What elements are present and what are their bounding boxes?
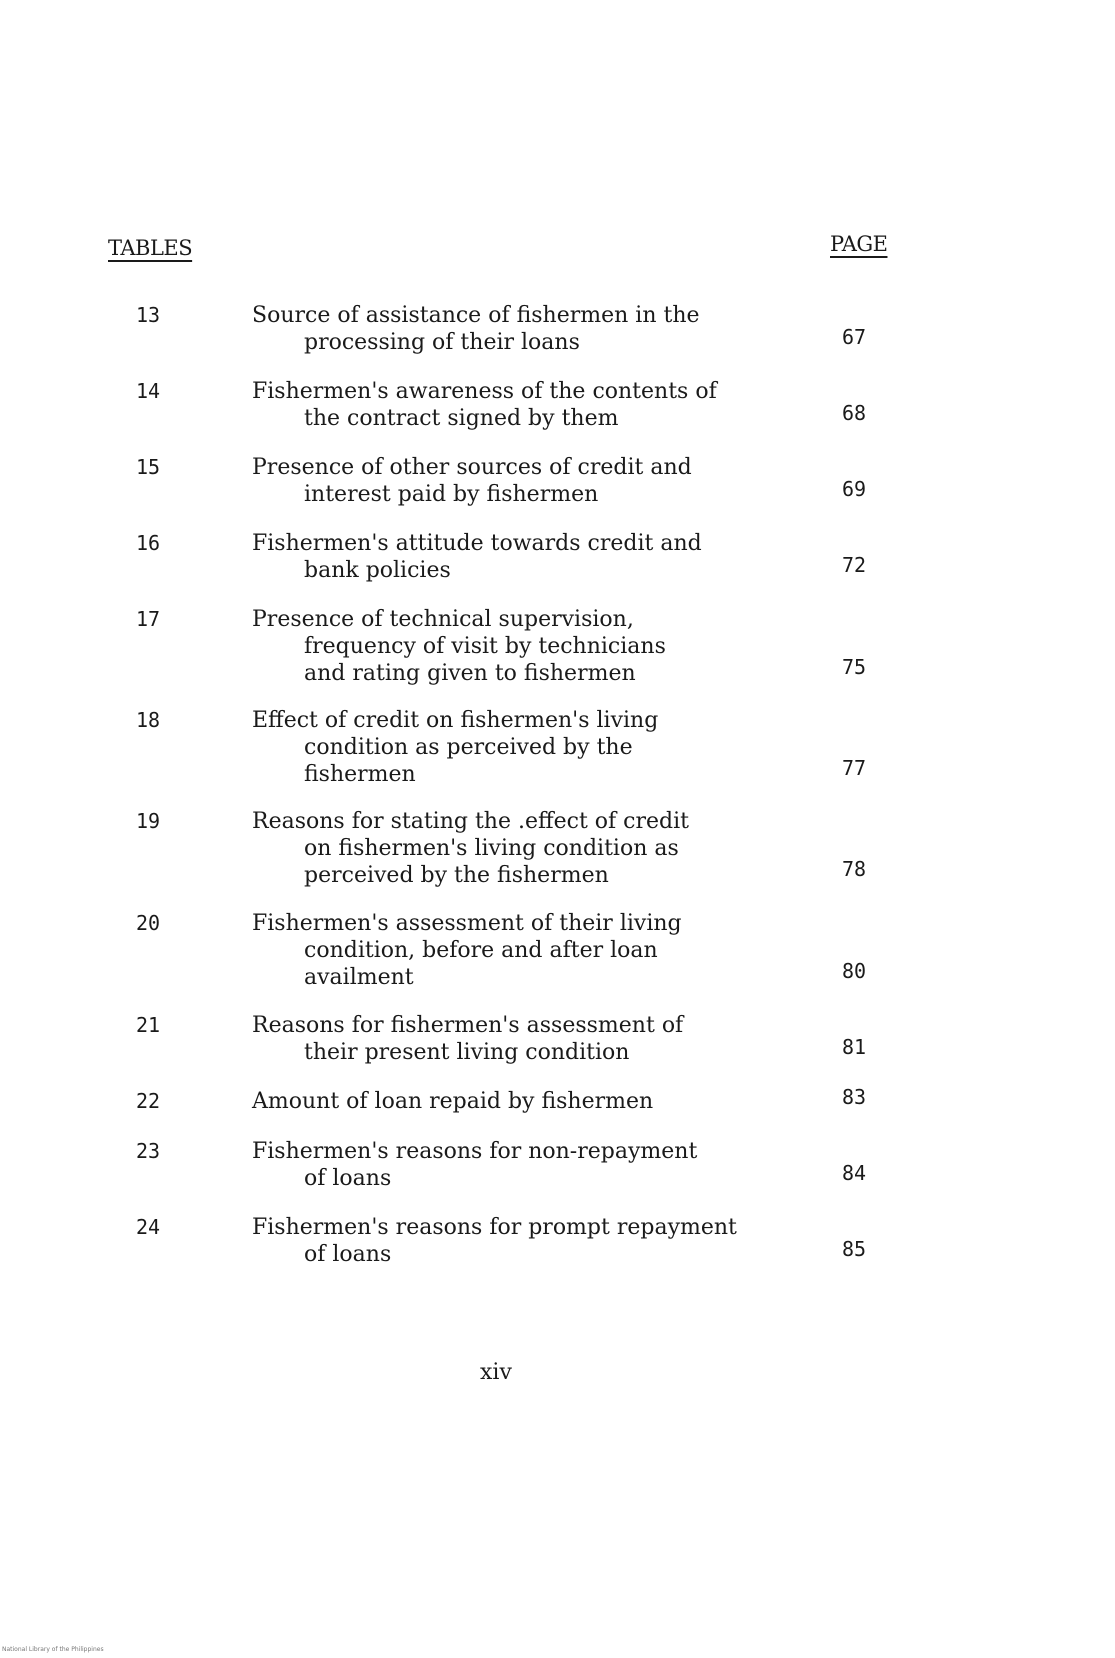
table-title-line: Amount of loan repaid by fishermen	[252, 1089, 654, 1114]
table-title-line: condition as perceived by the	[304, 735, 633, 760]
table-title-line: frequency of visit by technicians	[304, 634, 666, 659]
table-title	[252, 606, 812, 687]
table-title-line: and rating given to fishermen	[304, 661, 636, 686]
table-title-line: Fishermen's reasons for prompt repayment	[252, 1215, 737, 1240]
table-title	[252, 707, 812, 788]
tables-column-header: TABLES	[108, 236, 193, 260]
table-title-line: processing of their loans	[304, 330, 580, 355]
table-title-line: perceived by the fishermen	[304, 863, 609, 888]
page-reference: 84	[842, 1161, 867, 1185]
table-title-line: Presence of technical supervision,	[252, 607, 634, 632]
table-title-line: interest paid by fishermen	[304, 482, 599, 507]
page-reference: 72	[842, 553, 867, 577]
table-number: 21	[136, 1013, 161, 1037]
table-number: 13	[136, 303, 161, 327]
table-title-line: Effect of credit on fishermen's living	[252, 708, 659, 733]
table-title	[252, 454, 812, 508]
table-title-line: Presence of other sources of credit and	[252, 455, 692, 480]
page-column-header: PAGE	[830, 232, 888, 256]
table-title-line: bank policies	[304, 558, 451, 583]
page-reference: 81	[842, 1035, 867, 1059]
table-title	[252, 302, 812, 356]
table-number: 19	[136, 809, 161, 833]
table-number: 20	[136, 911, 161, 935]
table-number: 22	[136, 1089, 161, 1113]
page-reference: 75	[842, 655, 867, 679]
table-title-line: Fishermen's reasons for non-repayment	[252, 1139, 698, 1164]
page-reference: 85	[842, 1237, 867, 1261]
page-reference: 69	[842, 477, 867, 501]
page-reference: 68	[842, 401, 867, 425]
table-title	[252, 808, 812, 889]
table-title	[252, 1012, 812, 1066]
table-title-line: of loans	[304, 1166, 392, 1191]
table-title-line: Reasons for fishermen's assessment of	[252, 1013, 684, 1038]
table-number: 15	[136, 455, 161, 479]
page-reference: 83	[842, 1085, 867, 1109]
table-title-line: availment	[304, 965, 414, 990]
table-title-line: on fishermen's living condition as	[304, 836, 679, 861]
table-number: 17	[136, 607, 161, 631]
table-number: 16	[136, 531, 161, 555]
table-title	[252, 1138, 812, 1192]
table-title	[252, 910, 812, 991]
table-title-line: Source of assistance of fishermen in the	[252, 303, 700, 328]
scan-fine-print: National Library of the Philippines	[2, 1646, 104, 1653]
table-title	[252, 1088, 812, 1115]
table-title-line: their present living condition	[304, 1040, 630, 1065]
table-title-line: Fishermen's attitude towards credit and	[252, 531, 702, 556]
page-number: xiv	[480, 1360, 512, 1385]
table-number: 24	[136, 1215, 161, 1239]
table-title-line: fishermen	[304, 762, 416, 787]
page-reference: 80	[842, 959, 867, 983]
table-title	[252, 1214, 812, 1268]
table-number: 23	[136, 1139, 161, 1163]
page-reference: 77	[842, 756, 867, 780]
table-title-line: condition, before and after loan	[304, 938, 658, 963]
table-title-line: Fishermen's awareness of the contents of	[252, 379, 717, 404]
table-title	[252, 530, 812, 584]
table-number: 18	[136, 708, 161, 732]
table-title-line: of loans	[304, 1242, 392, 1267]
table-title-line: Fishermen's assessment of their living	[252, 911, 682, 936]
table-title-line: Reasons for stating the .effect of credit	[252, 809, 689, 834]
table-title-line: the contract signed by them	[304, 406, 619, 431]
table-number: 14	[136, 379, 161, 403]
page-reference: 78	[842, 857, 867, 881]
table-title	[252, 378, 812, 432]
page-reference: 67	[842, 325, 867, 349]
